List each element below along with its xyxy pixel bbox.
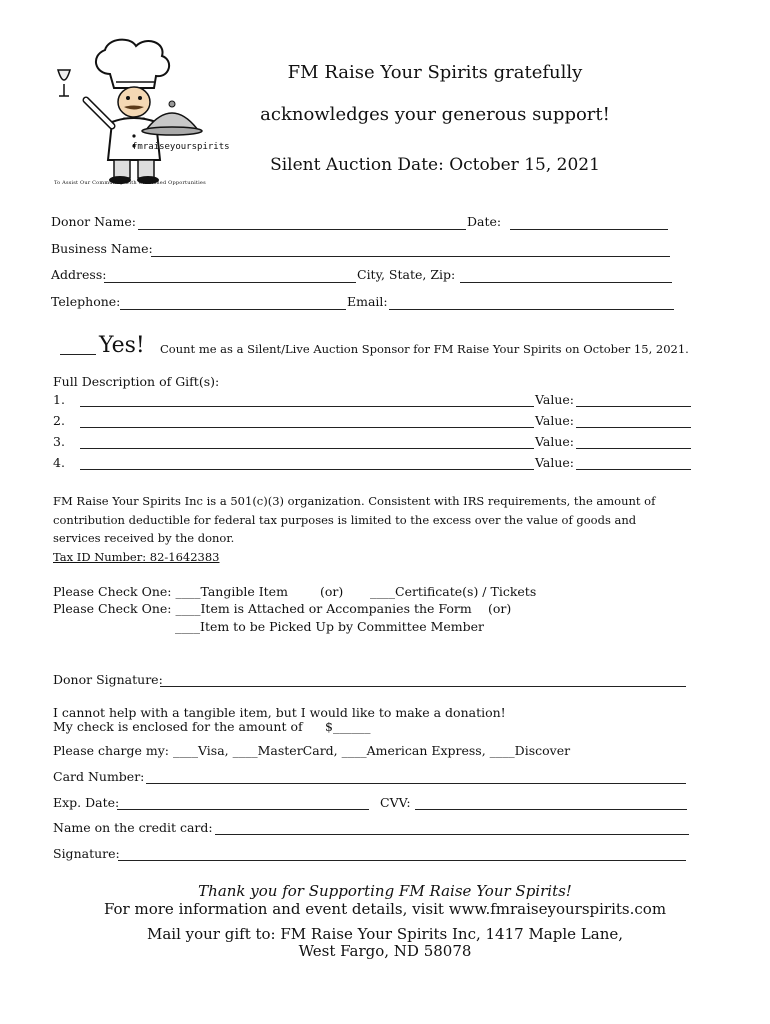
- check-row-1-prefix: Please Check One: ____Tangible Item: [53, 584, 288, 599]
- cvv-field[interactable]: [415, 809, 687, 810]
- check-row-1-suffix: ____Certificate(s) / Tickets: [370, 584, 537, 599]
- yes-label: Yes!: [99, 333, 145, 358]
- email-field[interactable]: [389, 309, 674, 310]
- card-number-field[interactable]: [146, 783, 686, 784]
- donor-signature-label: Donor Signature:: [53, 672, 163, 687]
- header-line-1: FM Raise Your Spirits gratefully: [287, 62, 583, 83]
- city-state-zip-field[interactable]: [460, 282, 672, 283]
- donor-name-label: Donor Name:: [51, 214, 136, 229]
- header-line-2: acknowledges your generous support!: [260, 104, 610, 125]
- date-field[interactable]: [510, 229, 668, 230]
- exp-date-field[interactable]: [117, 809, 369, 810]
- city-state-zip-label: City, State, Zip:: [357, 267, 456, 282]
- auction-date: Silent Auction Date: October 15, 2021: [270, 155, 600, 175]
- gift-value-label: Value:: [535, 413, 574, 428]
- gift-number: 4.: [53, 455, 65, 470]
- logo-wordmark: fmraiseyourspirits: [132, 142, 230, 152]
- telephone-field[interactable]: [120, 309, 346, 310]
- card-signature-label: Signature:: [53, 846, 120, 861]
- gift-value-field[interactable]: [576, 427, 691, 428]
- address-field[interactable]: [104, 282, 356, 283]
- gift-value-field[interactable]: [576, 406, 691, 407]
- donor-signature-field[interactable]: [160, 686, 686, 687]
- gift-description-field[interactable]: [80, 427, 534, 428]
- gift-number: 3.: [53, 434, 65, 449]
- business-name-label: Business Name:: [51, 241, 153, 256]
- sponsor-text: Count me as a Silent/Live Auction Sponsor for FM Raise Your Spirits on October 15, 2021.: [160, 342, 689, 356]
- email-label: Email:: [347, 294, 388, 309]
- gift-description-field[interactable]: [80, 448, 534, 449]
- more-info-text: For more information and event details, visit www.fmraiseyourspirits.com: [103, 900, 667, 918]
- logo-tagline: To Assist Our Community with Cherished Opportunities: [54, 180, 206, 186]
- check-row-3: ____Item to be Picked Up by Committee Member: [175, 619, 485, 634]
- mail-line-2: West Fargo, ND 58078: [298, 942, 472, 960]
- check-row-1-or: (or): [320, 584, 344, 599]
- thank-you-text: Thank you for Supporting FM Raise Your Spirits!: [198, 882, 572, 900]
- chef-logo: [50, 34, 230, 194]
- card-type-options[interactable]: Please charge my: ____Visa, ____MasterCard, ____American Express, ____Discover: [53, 743, 571, 758]
- gift-description-title: Full Description of Gift(s):: [53, 374, 220, 389]
- sponsor-checkbox-line[interactable]: [60, 354, 96, 355]
- name-on-card-label: Name on the credit card:: [53, 820, 213, 835]
- legal-line-3: services received by the donor.: [53, 531, 235, 545]
- exp-date-label: Exp. Date:: [53, 795, 120, 810]
- address-label: Address:: [51, 267, 107, 282]
- gift-value-field[interactable]: [576, 469, 691, 470]
- name-on-card-field[interactable]: [215, 834, 689, 835]
- telephone-label: Telephone:: [51, 294, 121, 309]
- donation-amount-field[interactable]: $______: [325, 719, 371, 734]
- mail-line-1: Mail your gift to: FM Raise Your Spirits Inc, 1417 Maple Lane,: [146, 925, 624, 943]
- gift-number: 2.: [53, 413, 65, 428]
- cvv-label: CVV:: [380, 795, 411, 810]
- check-row-2-or: (or): [488, 601, 512, 616]
- card-signature-field[interactable]: [118, 860, 686, 861]
- business-name-field[interactable]: [151, 256, 670, 257]
- legal-line-1: FM Raise Your Spirits Inc is a 501(c)(3) organization. Consistent with IRS requirements, the amount of: [53, 494, 656, 508]
- date-label: Date:: [467, 214, 502, 229]
- donation-line-2: My check is enclosed for the amount of: [53, 719, 303, 734]
- check-row-2: Please Check One: ____Item is Attached or Accompanies the Form: [53, 601, 472, 616]
- gift-value-label: Value:: [535, 392, 574, 407]
- card-number-label: Card Number:: [53, 769, 145, 784]
- gift-description-field[interactable]: [80, 406, 534, 407]
- gift-description-field[interactable]: [80, 469, 534, 470]
- tax-id-number: Tax ID Number: 82-1642383: [53, 550, 220, 564]
- donor-name-field[interactable]: [138, 229, 466, 230]
- gift-value-label: Value:: [535, 434, 574, 449]
- gift-value-field[interactable]: [576, 448, 691, 449]
- donation-line-1: I cannot help with a tangible item, but I would like to make a donation!: [53, 705, 506, 720]
- gift-number: 1.: [53, 392, 65, 407]
- legal-line-2: contribution deductible for federal tax purposes is limited to the excess over the value of goods and: [53, 513, 637, 527]
- chef-illustration-icon: [50, 34, 222, 194]
- gift-value-label: Value:: [535, 455, 574, 470]
